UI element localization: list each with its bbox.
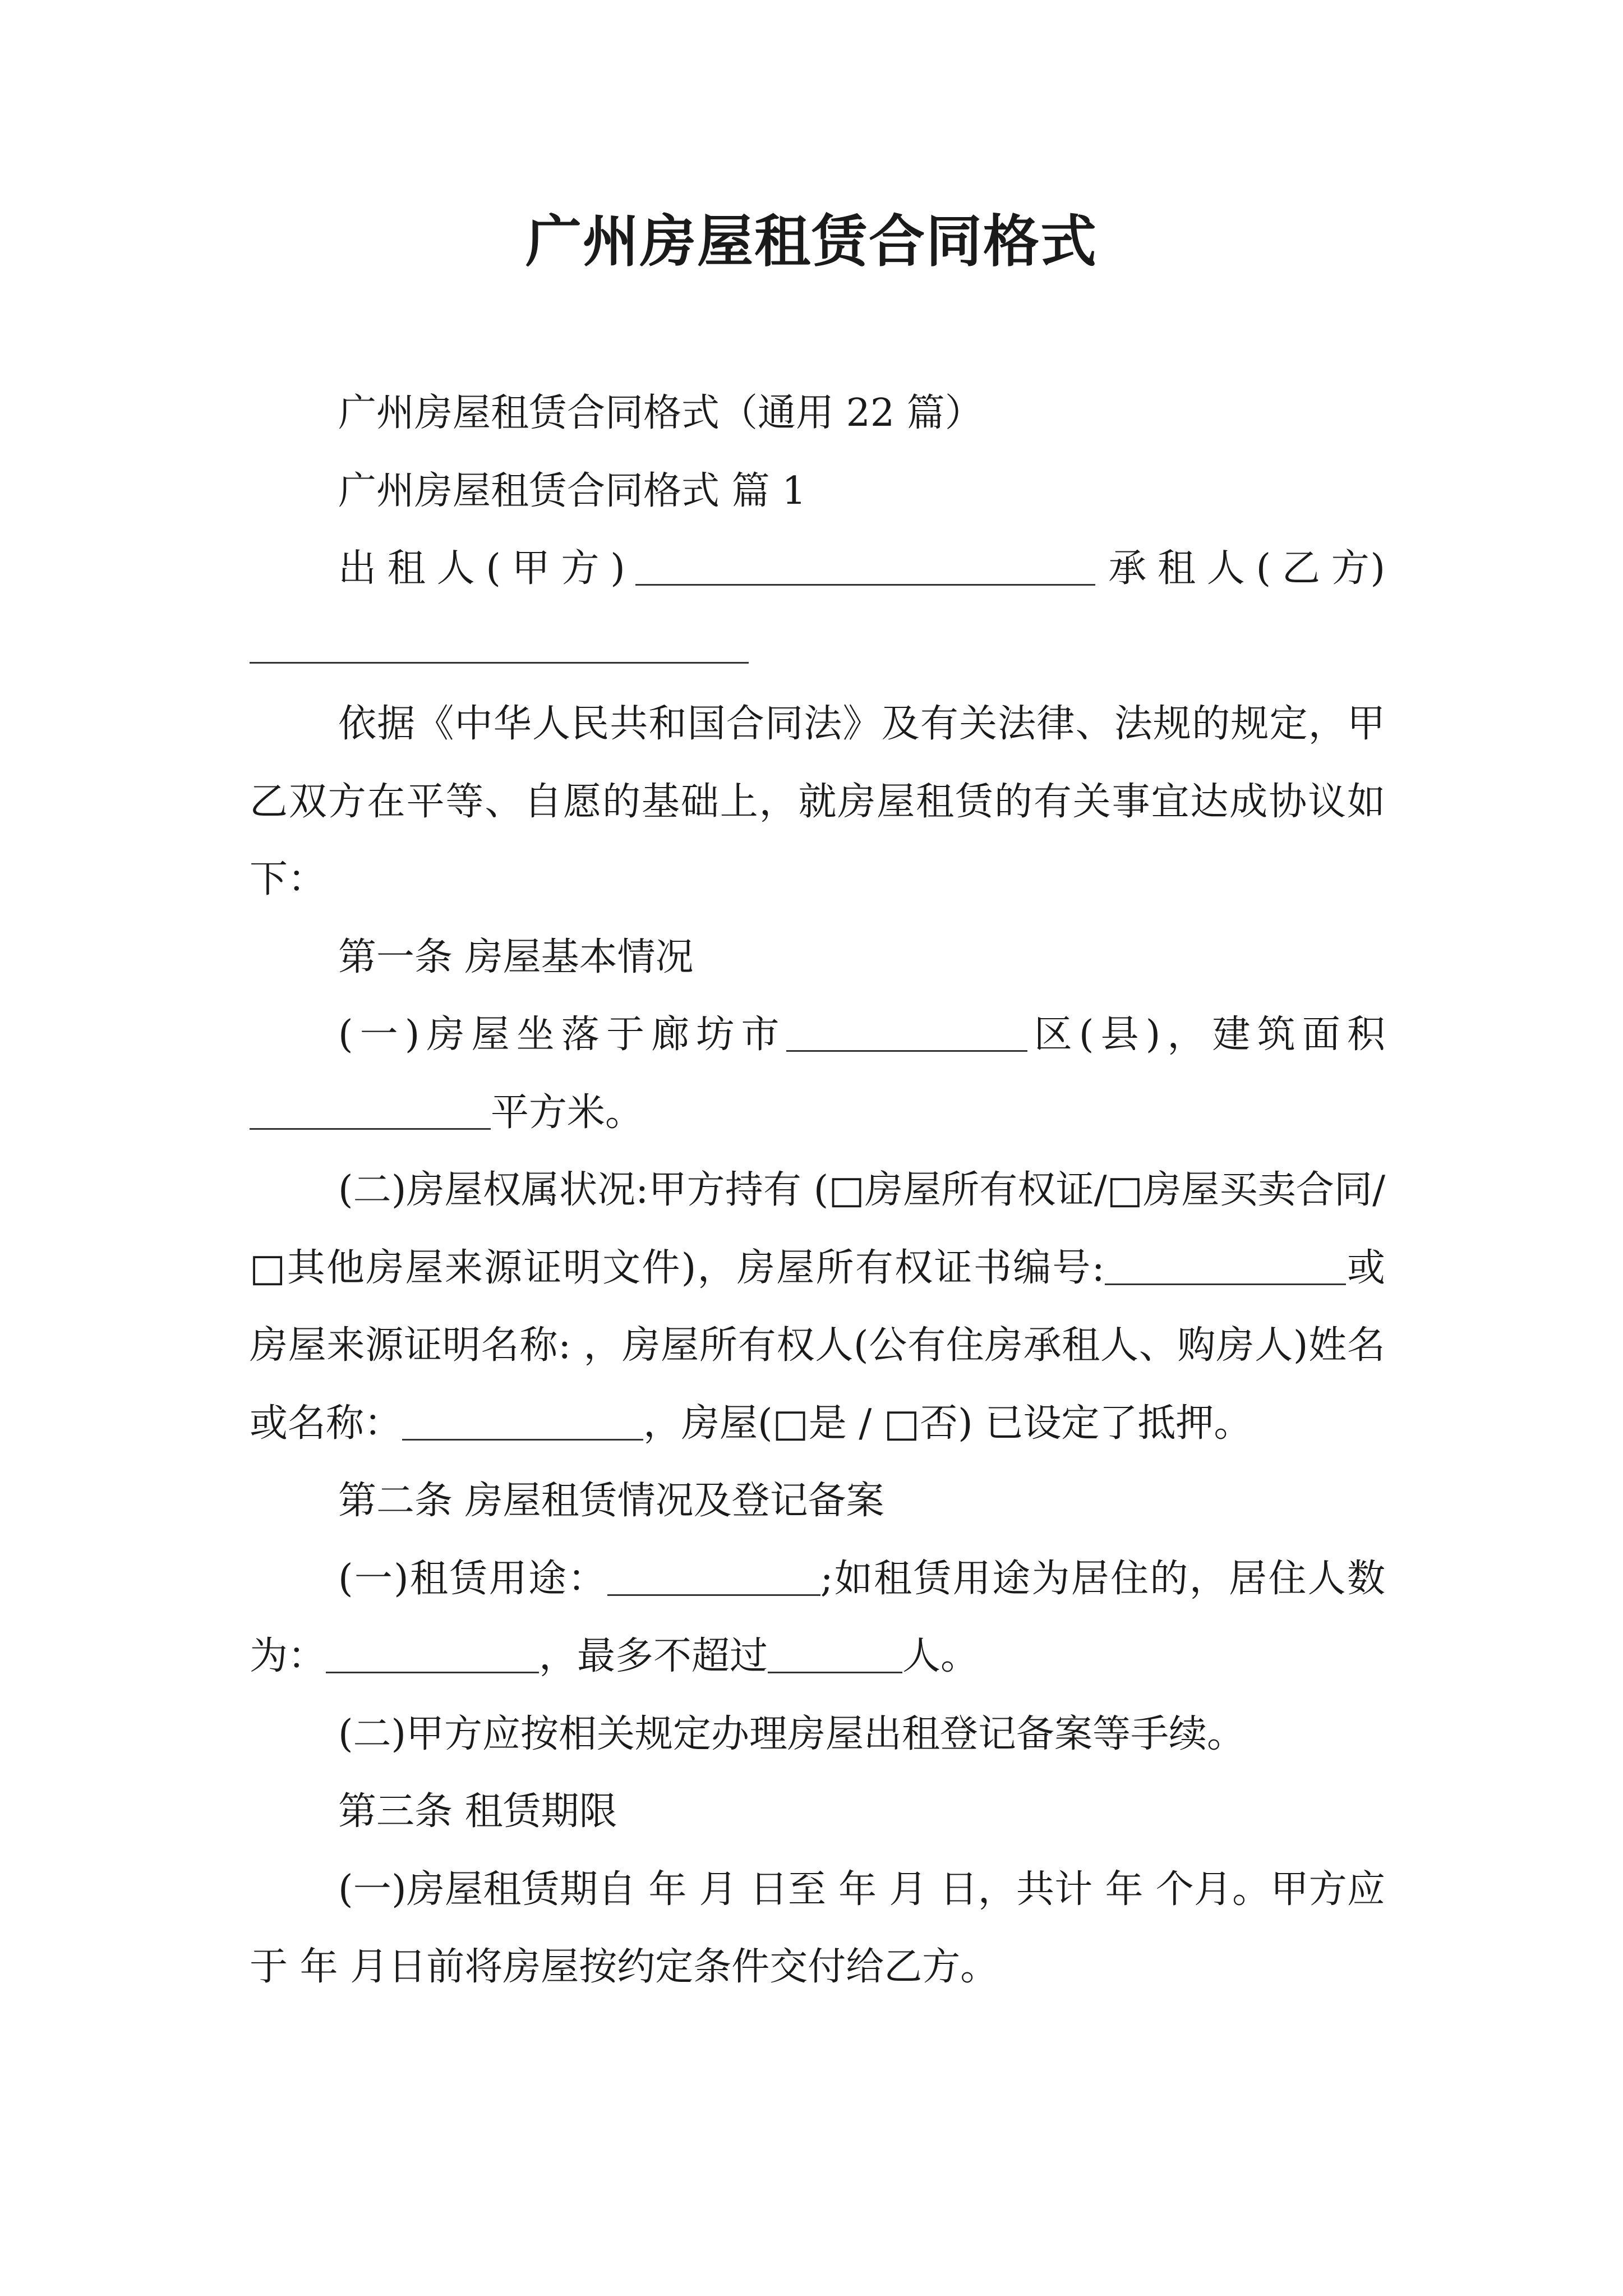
a2-item1-text-d: 人。 <box>902 1634 979 1678</box>
document-body <box>250 375 1385 2007</box>
a2-item1-text-a: (一)租赁用途： <box>338 1556 607 1601</box>
a1-item2-text-b: 或房屋来源证明名称: ，房屋所有权人(公有住房承租人、购房人)姓名或名称： <box>250 1245 1385 1446</box>
area-blank <box>250 1090 491 1130</box>
a1-item2-text-c: ，房屋(□是 / □否) 已设定了抵押。 <box>643 1401 1252 1446</box>
a1-item1-text-b: 区(县)，建筑面积 <box>1027 1013 1385 1057</box>
occupants-blank <box>326 1634 539 1673</box>
parties-paragraph <box>250 530 1385 685</box>
usage-blank <box>607 1556 820 1596</box>
a1-item1-text-a: (一)房屋坐落于廊坊市 <box>338 1013 786 1057</box>
article-3-heading: 第三条 租赁期限 <box>338 1789 617 1834</box>
section-title: 广州房屋租赁合同格式 篇 1 <box>338 468 806 513</box>
party-b-label: 承租人(乙 <box>1108 546 1331 591</box>
max-occupants-blank <box>768 1634 902 1673</box>
document-title: 广州房屋租赁合同格式 <box>525 208 1098 274</box>
owner-name-blank <box>402 1401 643 1441</box>
article-2-item-1 <box>250 1540 1385 1696</box>
article-1-item-1 <box>250 996 1385 1152</box>
party-a-blank <box>635 546 1095 586</box>
subtitle: 广州房屋租赁合同格式（通用 22 篇） <box>338 391 983 435</box>
party-b-label-cont: 方) <box>1331 546 1386 591</box>
article-2-heading: 第二条 房屋租赁情况及登记备案 <box>338 1479 884 1523</box>
party-a-label: 出租人(甲方) <box>338 546 635 591</box>
party-b-blank <box>250 624 749 664</box>
district-blank <box>786 1012 1027 1052</box>
a1-item2-text-a: (二)房屋权属状况:甲方持有 (□房屋所有权证/□房屋买卖合同/ □其他房屋来源证明文件)，房屋所有权证书编号: <box>250 1168 1385 1290</box>
a2-item1-text-b: ;如租赁用途为居住的，居住人数为： <box>250 1556 1386 1678</box>
article-1-heading: 第一条 房屋基本情况 <box>338 935 694 979</box>
a2-item1-text-c: ，最多不超过 <box>539 1634 768 1678</box>
certificate-number-blank <box>1105 1245 1346 1285</box>
article-2-item-2: (二)甲方应按相关规定办理房屋出租登记备案等手续。 <box>338 1711 1246 1756</box>
a1-item1-text-c: 平方米。 <box>491 1090 644 1135</box>
preamble: 依据《中华人民共和国合同法》及有关法律、法规的规定，甲乙双方在平等、自愿的基础上，就房屋租赁的有关事宜达成协议如下： <box>250 702 1385 901</box>
article-3-item-1: (一)房屋租赁期自 年 月 日至 年 月 日，共计 年 个月。甲方应于 年 月日前将房屋按约定条件交付给乙方。 <box>250 1867 1385 1989</box>
article-1-item-2 <box>250 1152 1385 1462</box>
